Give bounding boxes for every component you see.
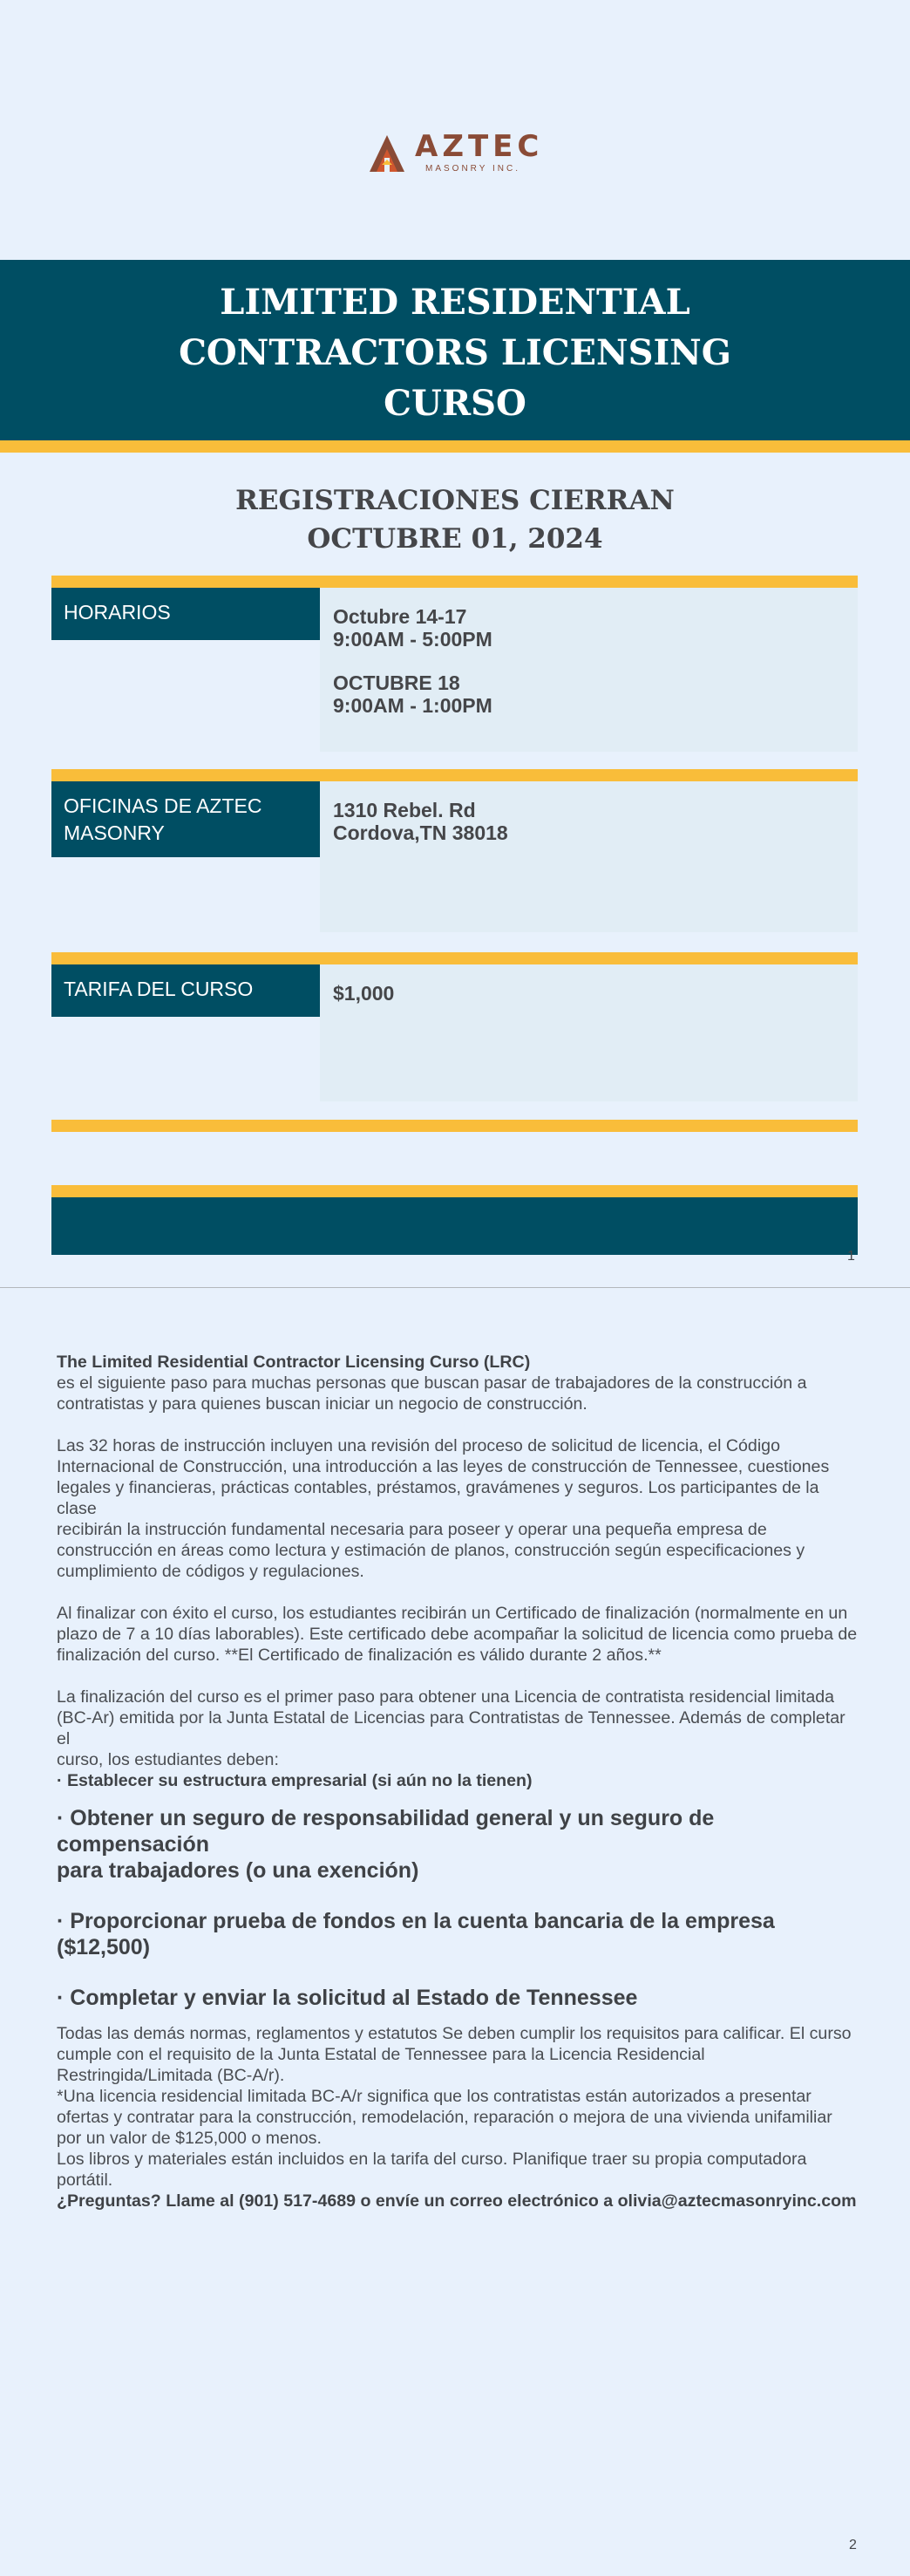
text-line: Los libros y materiales están incluidos en la tarifa del curso. Planifique traer su propia computadora bbox=[57, 2150, 807, 2169]
row-divider-stripe bbox=[51, 952, 858, 964]
text-line: Las 32 horas de instrucción incluyen una revisión del proceso de solicitud de licencia, el Código bbox=[57, 1436, 780, 1455]
schedule-dates: Octubre 14-17 bbox=[333, 605, 467, 628]
row-divider-stripe bbox=[51, 576, 858, 588]
text-line: (BC-Ar) emitida por la Junta Estatal de Licencias para Contratistas de Tennessee. Además de completar el bbox=[57, 1708, 845, 1748]
course-title bbox=[0, 277, 910, 429]
text-line: ofertas y contratar para la construcción, remodelación, reparación o mejora de una vivienda unifamiliar bbox=[57, 2108, 832, 2127]
text-line: es el siguiente paso para muchas personas que buscan pasar de trabajadores de la construcción a bbox=[57, 1373, 807, 1393]
schedule-hours: 9:00AM - 5:00PM bbox=[333, 628, 492, 651]
office-label-line: OFICINAS DE AZTEC bbox=[64, 794, 262, 817]
text-line: construcción en áreas como lectura y estimación de planos, construcción según especificaciones y bbox=[57, 1541, 805, 1560]
requirement-bullet: para trabajadores (o una exención) bbox=[57, 1858, 419, 1883]
text-line: contratistas y para quienes buscan iniciar un negocio de construcción. bbox=[57, 1394, 587, 1414]
text-line: La finalización del curso es el primer paso para obtener una Licencia de contratista residencial limitada bbox=[57, 1687, 835, 1707]
text-line: plazo de 7 a 10 días laborables). Este certificado debe acompañar la solicitud de licencia como prueba de bbox=[57, 1625, 858, 1644]
contact-line: ¿Preguntas? Llame al (901) 517-4689 o envíe un correo electrónico a olivia@aztecmasonryinc.com bbox=[57, 2191, 857, 2211]
schedule-hours: 9:00AM - 1:00PM bbox=[333, 694, 492, 717]
course-title-line: CURSO bbox=[384, 383, 526, 424]
requirement-bullet: · Establecer su estructura empresarial (si aún no la tienen) bbox=[57, 1771, 533, 1790]
registration-date: OCTUBRE 01, 2024 bbox=[307, 523, 603, 555]
logo-subtitle: MASONRY INC. bbox=[425, 164, 520, 174]
schedule-value bbox=[320, 588, 858, 752]
requirement-bullet: · Proporcionar prueba de fondos en la cuenta bancaria de la empresa ($12,500) bbox=[57, 1909, 775, 1959]
fee-value bbox=[320, 964, 858, 1101]
footer-stripe bbox=[51, 1185, 858, 1197]
address-street: 1310 Rebel. Rd bbox=[333, 799, 476, 821]
requirement-bullet: · Completar y enviar la solicitud al Estado de Tennessee bbox=[57, 1986, 638, 2010]
text-line: Internacional de Construcción, una introducción a las leyes de construcción de Tennessee, cuestiones bbox=[57, 1457, 830, 1476]
course-description bbox=[57, 1352, 859, 2211]
row-divider-stripe bbox=[51, 1120, 858, 1132]
text-line: por un valor de $125,000 o menos. bbox=[57, 2129, 322, 2148]
address-city: Cordova,TN 38018 bbox=[333, 821, 508, 844]
banner-accent-stripe bbox=[0, 440, 910, 453]
requirement-bullet: · Obtener un seguro de responsabilidad general y un seguro de compensación bbox=[57, 1806, 715, 1857]
text-line: *Una licencia residencial limitada BC-A/r significa que los contratistas están autorizados a presentar bbox=[57, 2087, 812, 2106]
row-divider-stripe bbox=[51, 769, 858, 781]
course-title-line: CONTRACTORS LICENSING bbox=[179, 332, 731, 373]
office-label bbox=[51, 781, 320, 857]
text-line: Al finalizar con éxito el curso, los estudiantes recibirán un Certificado de finalización (normalmente en un bbox=[57, 1604, 848, 1623]
fee-label: TARIFA DEL CURSO bbox=[51, 964, 320, 1017]
footer-block bbox=[51, 1197, 858, 1255]
text-line: Restringida/Limitada (BC-A/r). bbox=[57, 2066, 285, 2085]
course-title-line: LIMITED RESIDENTIAL bbox=[220, 282, 690, 323]
fee-amount: $1,000 bbox=[333, 982, 395, 1005]
logo-wordmark: AZTEC bbox=[415, 129, 544, 164]
text-line: curso, los estudiantes deben: bbox=[57, 1750, 279, 1769]
registration-deadline bbox=[0, 481, 910, 558]
text-line: finalización del curso. **El Certificado de finalización es válido durante 2 años.** bbox=[57, 1646, 662, 1665]
text-line: portátil. bbox=[57, 2171, 113, 2190]
schedule-label: HORARIOS bbox=[51, 588, 320, 640]
page-divider bbox=[0, 1287, 910, 1288]
office-address bbox=[320, 781, 858, 932]
text-line: cumple con el requisito de la Junta Estatal de Tennessee para la Licencia Residencial bbox=[57, 2045, 705, 2064]
text-line: cumplimiento de códigos y regulaciones. bbox=[57, 1562, 364, 1581]
text-line: legales y financieras, prácticas contables, préstamos, gravámenes y seguros. Los participantes de la clase bbox=[57, 1478, 819, 1518]
pyramid-logo-icon bbox=[366, 126, 418, 179]
text-line: Todas las demás normas, reglamentos y estatutos Se deben cumplir los requisitos para calificar. El curso bbox=[57, 2024, 852, 2043]
page-number: 2 bbox=[849, 2538, 857, 2552]
office-label-line: MASONRY bbox=[64, 821, 165, 844]
text-line: recibirán la instrucción fundamental necesaria para poseer y operar una pequeña empresa de bbox=[57, 1520, 767, 1539]
registration-line: REGISTRACIONES CIERRAN bbox=[235, 485, 675, 516]
page-number: 1 bbox=[847, 1249, 855, 1264]
schedule-dates: OCTUBRE 18 bbox=[333, 671, 460, 694]
intro-title: The Limited Residential Contractor Licensing Curso (LRC) bbox=[57, 1353, 531, 1372]
